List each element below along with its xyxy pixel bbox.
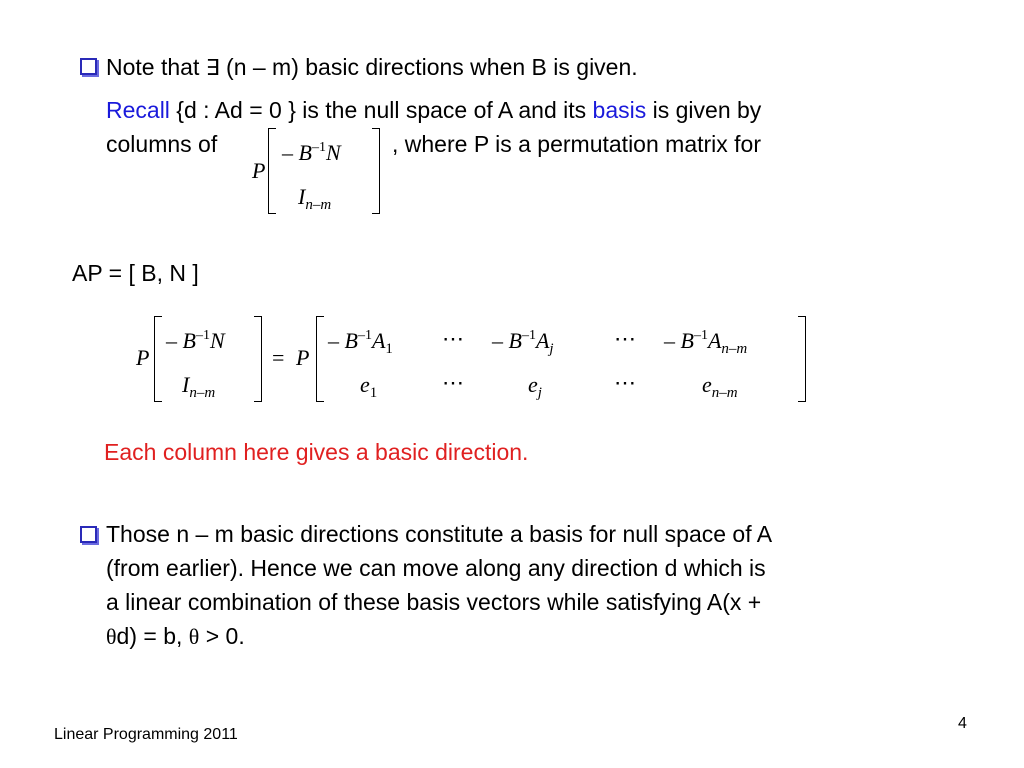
- matrix-small-row-2: [298, 184, 332, 213]
- equals-sign: =: [272, 345, 285, 370]
- b-symbol: B: [298, 140, 312, 165]
- dots-bot-1: ⋯: [442, 370, 464, 395]
- n-symbol: N: [325, 140, 341, 165]
- bullet-2-line-4-b: > 0.: [199, 623, 245, 649]
- matrix-small-row-1: [282, 140, 341, 166]
- columns-of-text: columns of: [106, 131, 218, 157]
- c1-top-sup: –1: [357, 328, 372, 343]
- cj-top-a: A: [535, 328, 550, 353]
- page-number: 4: [958, 715, 967, 732]
- minus-sign: –: [282, 140, 293, 165]
- rhs-top-col-j: [492, 328, 554, 357]
- bullet-1-icon: [80, 58, 97, 75]
- matrix-small-left-bracket: [268, 128, 276, 214]
- recall-text-a: {d : Ad = 0 } is the null space of A and its: [169, 97, 593, 123]
- cj-bot-sub: j: [537, 385, 542, 401]
- permutation-text: , where P is a permutation matrix for: [392, 131, 761, 157]
- c1-top-b: B: [344, 328, 358, 353]
- identity-symbol: I: [298, 184, 306, 209]
- cn-top-sup: –1: [693, 328, 708, 343]
- bullet-2-line-4: [106, 621, 245, 652]
- rhs-top-col-1: [328, 328, 393, 357]
- bullet-2-line-2: (from earlier). Hence we can move along any direction d which is: [106, 555, 766, 581]
- theta-symbol-2: θ: [188, 624, 200, 649]
- dots-bot-2: ⋯: [614, 370, 636, 395]
- lhs-i: I: [182, 372, 190, 397]
- rhs-top-col-n: [664, 328, 748, 357]
- recall-line-2-b: [392, 129, 761, 159]
- cj-bot-e: e: [528, 372, 538, 397]
- recall-word: Recall: [106, 97, 170, 123]
- theta-symbol-1: θ: [106, 624, 117, 649]
- c1-bot-sub: 1: [369, 385, 378, 401]
- rhs-bot-col-j: [528, 372, 542, 401]
- lhs-row-1: [166, 328, 225, 354]
- dots-top-2: ⋯: [614, 326, 636, 351]
- dots-top-1: ⋯: [442, 326, 464, 351]
- cn-bot-e: e: [702, 372, 712, 397]
- lhs-row-2: [182, 372, 216, 401]
- exists-symbol: ∃: [205, 55, 220, 80]
- bullet-2-line-3: a linear combination of these basis vectors while satisfying A(x +: [106, 589, 762, 615]
- cj-top-b: B: [508, 328, 522, 353]
- inverse-superscript: –1: [311, 140, 326, 155]
- rhs-bot-col-1: [360, 372, 378, 401]
- bullet-1-text: [106, 52, 638, 83]
- cj-top-minus: –: [492, 328, 503, 353]
- matrix-small-right-bracket: [372, 128, 380, 214]
- lhs-minus: –: [166, 328, 177, 353]
- lhs-sup: –1: [195, 328, 210, 343]
- cj-top-sup: –1: [521, 328, 536, 343]
- lhs-p: P: [136, 345, 150, 370]
- c1-top-a: A: [371, 328, 386, 353]
- bullet-2-line-1: Those n – m basic directions constitute a basis for null space of A: [106, 521, 773, 547]
- recall-line-2-a: [106, 129, 217, 159]
- footer-course: Linear Programming 2011: [54, 726, 238, 743]
- c1-top-sub: 1: [385, 341, 393, 357]
- lhs-right-bracket: [254, 316, 262, 402]
- lhs-i-sub: n–m: [189, 385, 216, 401]
- lhs-left-bracket: [154, 316, 162, 402]
- bullet-2-line-4-a: d) = b,: [116, 623, 189, 649]
- recall-text-b: is given by: [646, 97, 762, 123]
- matrix-small-p: P: [252, 158, 266, 183]
- recall-line-1: [106, 95, 761, 125]
- rhs-p: P: [296, 345, 310, 370]
- bullet-1-text-a: Note that: [106, 54, 206, 80]
- basis-word: basis: [592, 97, 647, 123]
- cn-top-b: B: [680, 328, 694, 353]
- c1-top-minus: –: [328, 328, 339, 353]
- ap-equation: AP = [ B, N ]: [72, 260, 199, 286]
- rhs-right-bracket: [798, 316, 806, 402]
- c1-bot-e: e: [360, 372, 370, 397]
- bullet-2-icon: [80, 526, 97, 543]
- cj-top-sub: j: [549, 341, 554, 357]
- lhs-b: B: [182, 328, 196, 353]
- cn-top-a: A: [707, 328, 722, 353]
- cn-top-sub: n–m: [721, 341, 748, 357]
- cn-top-minus: –: [664, 328, 675, 353]
- bullet-1-text-b: (n – m) basic directions when B is given.: [219, 54, 638, 80]
- each-column-note: Each column here gives a basic direction.: [104, 439, 529, 465]
- identity-subscript: n–m: [305, 197, 332, 213]
- rhs-bot-col-n: [702, 372, 738, 401]
- lhs-n: N: [209, 328, 225, 353]
- rhs-left-bracket: [316, 316, 324, 402]
- cn-bot-sub: n–m: [711, 385, 738, 401]
